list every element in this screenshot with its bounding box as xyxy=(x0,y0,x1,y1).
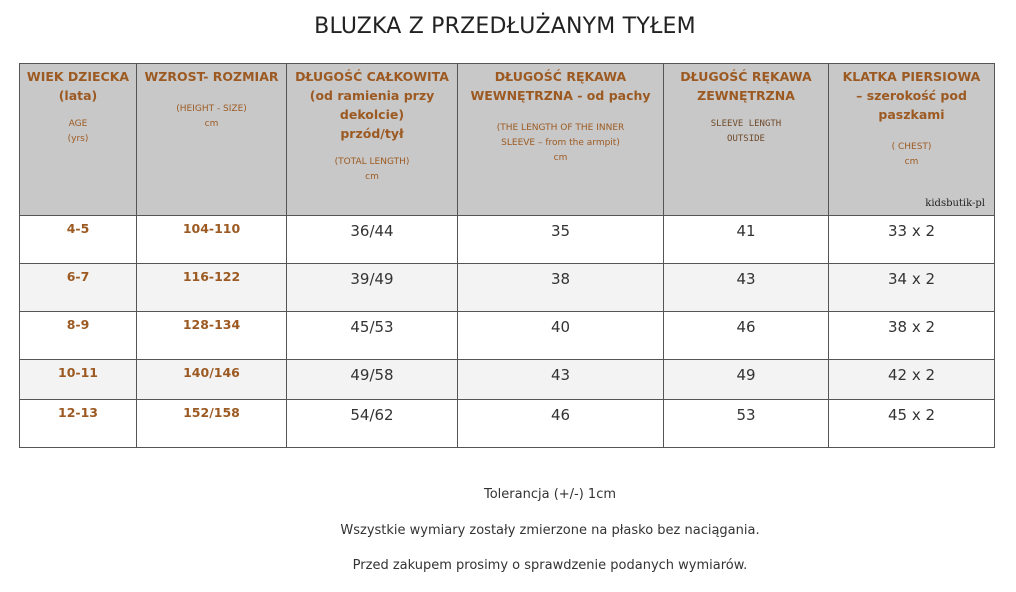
cell-age: 8-9 xyxy=(66,317,90,332)
cell-inner-sleeve: 43 xyxy=(550,366,571,384)
cell-chest: 45 x 2 xyxy=(887,406,936,424)
cell-total-length: 54/62 xyxy=(350,406,394,424)
table-row xyxy=(20,400,995,448)
cell-outer-sleeve: 53 xyxy=(736,406,756,424)
header-height-sub: (HEIGHT - SIZE) xyxy=(176,104,247,114)
header-outer-sleeve-sub-2: OUTSIDE xyxy=(727,134,765,144)
header-age-title-2: (lata) xyxy=(58,88,98,103)
header-outer-sleeve-sub: SLEEVE LENGTH xyxy=(710,119,782,129)
cell-chest: 33 x 2 xyxy=(887,222,936,240)
cell-inner-sleeve: 40 xyxy=(550,318,571,336)
header-height xyxy=(137,64,287,216)
cell-outer-sleeve: 46 xyxy=(736,318,756,336)
cell-chest: 34 x 2 xyxy=(887,270,936,288)
tolerance-note: Tolerancja (+/-) 1cm xyxy=(483,487,617,502)
cell-height: 116-122 xyxy=(182,269,241,284)
cell-chest: 38 x 2 xyxy=(887,318,936,336)
header-chest xyxy=(829,64,995,216)
header-total-length-title-2: (od ramienia przy xyxy=(309,88,435,103)
header-chest-sub: ( CHEST) xyxy=(891,142,932,152)
header-age-title: WIEK DZIECKA xyxy=(26,69,130,84)
cell-age: 10-11 xyxy=(58,365,98,380)
header-total-length-title-4: przód/tył xyxy=(340,126,404,141)
header-outer-sleeve xyxy=(664,64,829,216)
header-outer-sleeve-title: DŁUGOŚĆ RĘKAWA xyxy=(680,69,812,84)
cell-total-length: 36/44 xyxy=(350,222,394,240)
header-age-sub-2: (yrs) xyxy=(67,134,89,144)
cell-age: 6-7 xyxy=(66,269,90,284)
header-age-sub: AGE xyxy=(68,119,88,129)
measurement-note: Wszystkie wymiary zostały zmierzone na płasko bez naciągania. xyxy=(340,523,760,538)
cell-total-length: 49/58 xyxy=(350,366,394,384)
header-inner-sleeve-sub-3: cm xyxy=(553,153,568,163)
header-chest-title-2: – szerokość pod xyxy=(856,88,967,103)
cell-outer-sleeve: 41 xyxy=(736,222,756,240)
header-chest-title-3: paszkami xyxy=(878,107,945,122)
cell-inner-sleeve: 46 xyxy=(550,406,571,424)
header-outer-sleeve-title-2: ZEWNĘTRZNA xyxy=(697,88,795,103)
cell-height: 140/146 xyxy=(183,365,240,380)
cell-chest: 42 x 2 xyxy=(887,366,936,384)
cell-outer-sleeve: 49 xyxy=(736,366,756,384)
watermark: kidsbutik-pl xyxy=(925,198,985,209)
header-inner-sleeve-title: DŁUGOŚĆ RĘKAWA xyxy=(494,69,627,84)
header-inner-sleeve-sub-2: SLEEVE – from the armpit) xyxy=(501,138,620,148)
header-total-length-title-3: dekolcie) xyxy=(339,107,405,122)
table-row xyxy=(20,360,995,400)
header-inner-sleeve xyxy=(458,64,664,216)
header-total-length-title: DŁUGOŚĆ CAŁKOWITA xyxy=(295,69,449,84)
header-total-length-sub: (TOTAL LENGTH) xyxy=(334,157,410,167)
cell-total-length: 39/49 xyxy=(350,270,394,288)
header-height-title: WZROST- ROZMIAR xyxy=(144,69,279,84)
table-row xyxy=(20,312,995,360)
header-total-length-sub-2: cm xyxy=(365,172,379,182)
header-chest-title: KLATKA PIERSIOWA xyxy=(842,69,981,84)
header-inner-sleeve-sub: (THE LENGTH OF THE INNER xyxy=(496,123,625,133)
header-total-length xyxy=(287,64,458,216)
header-age xyxy=(20,64,137,216)
header-height-sub-2: cm xyxy=(204,119,219,129)
cell-outer-sleeve: 43 xyxy=(736,270,756,288)
header-chest-sub-2: cm xyxy=(904,157,919,167)
cell-inner-sleeve: 38 xyxy=(550,270,571,288)
cell-inner-sleeve: 35 xyxy=(550,222,571,240)
cell-age: 12-13 xyxy=(58,405,98,420)
header-row xyxy=(20,64,995,216)
cell-age: 4-5 xyxy=(66,221,90,236)
size-table xyxy=(19,63,995,448)
check-note: Przed zakupem prosimy o sprawdzenie podanych wymiarów. xyxy=(352,558,748,573)
table-row xyxy=(20,264,995,312)
cell-height: 104-110 xyxy=(182,221,241,236)
page-title: BLUZKA Z PRZEDŁUŻANYM TYŁEM xyxy=(314,14,696,39)
cell-total-length: 45/53 xyxy=(350,318,394,336)
header-inner-sleeve-title-2: WEWNĘTRZNA - od pachy xyxy=(470,88,651,103)
cell-height: 128-134 xyxy=(182,317,241,332)
cell-height: 152/158 xyxy=(183,405,240,420)
table-row xyxy=(20,216,995,264)
